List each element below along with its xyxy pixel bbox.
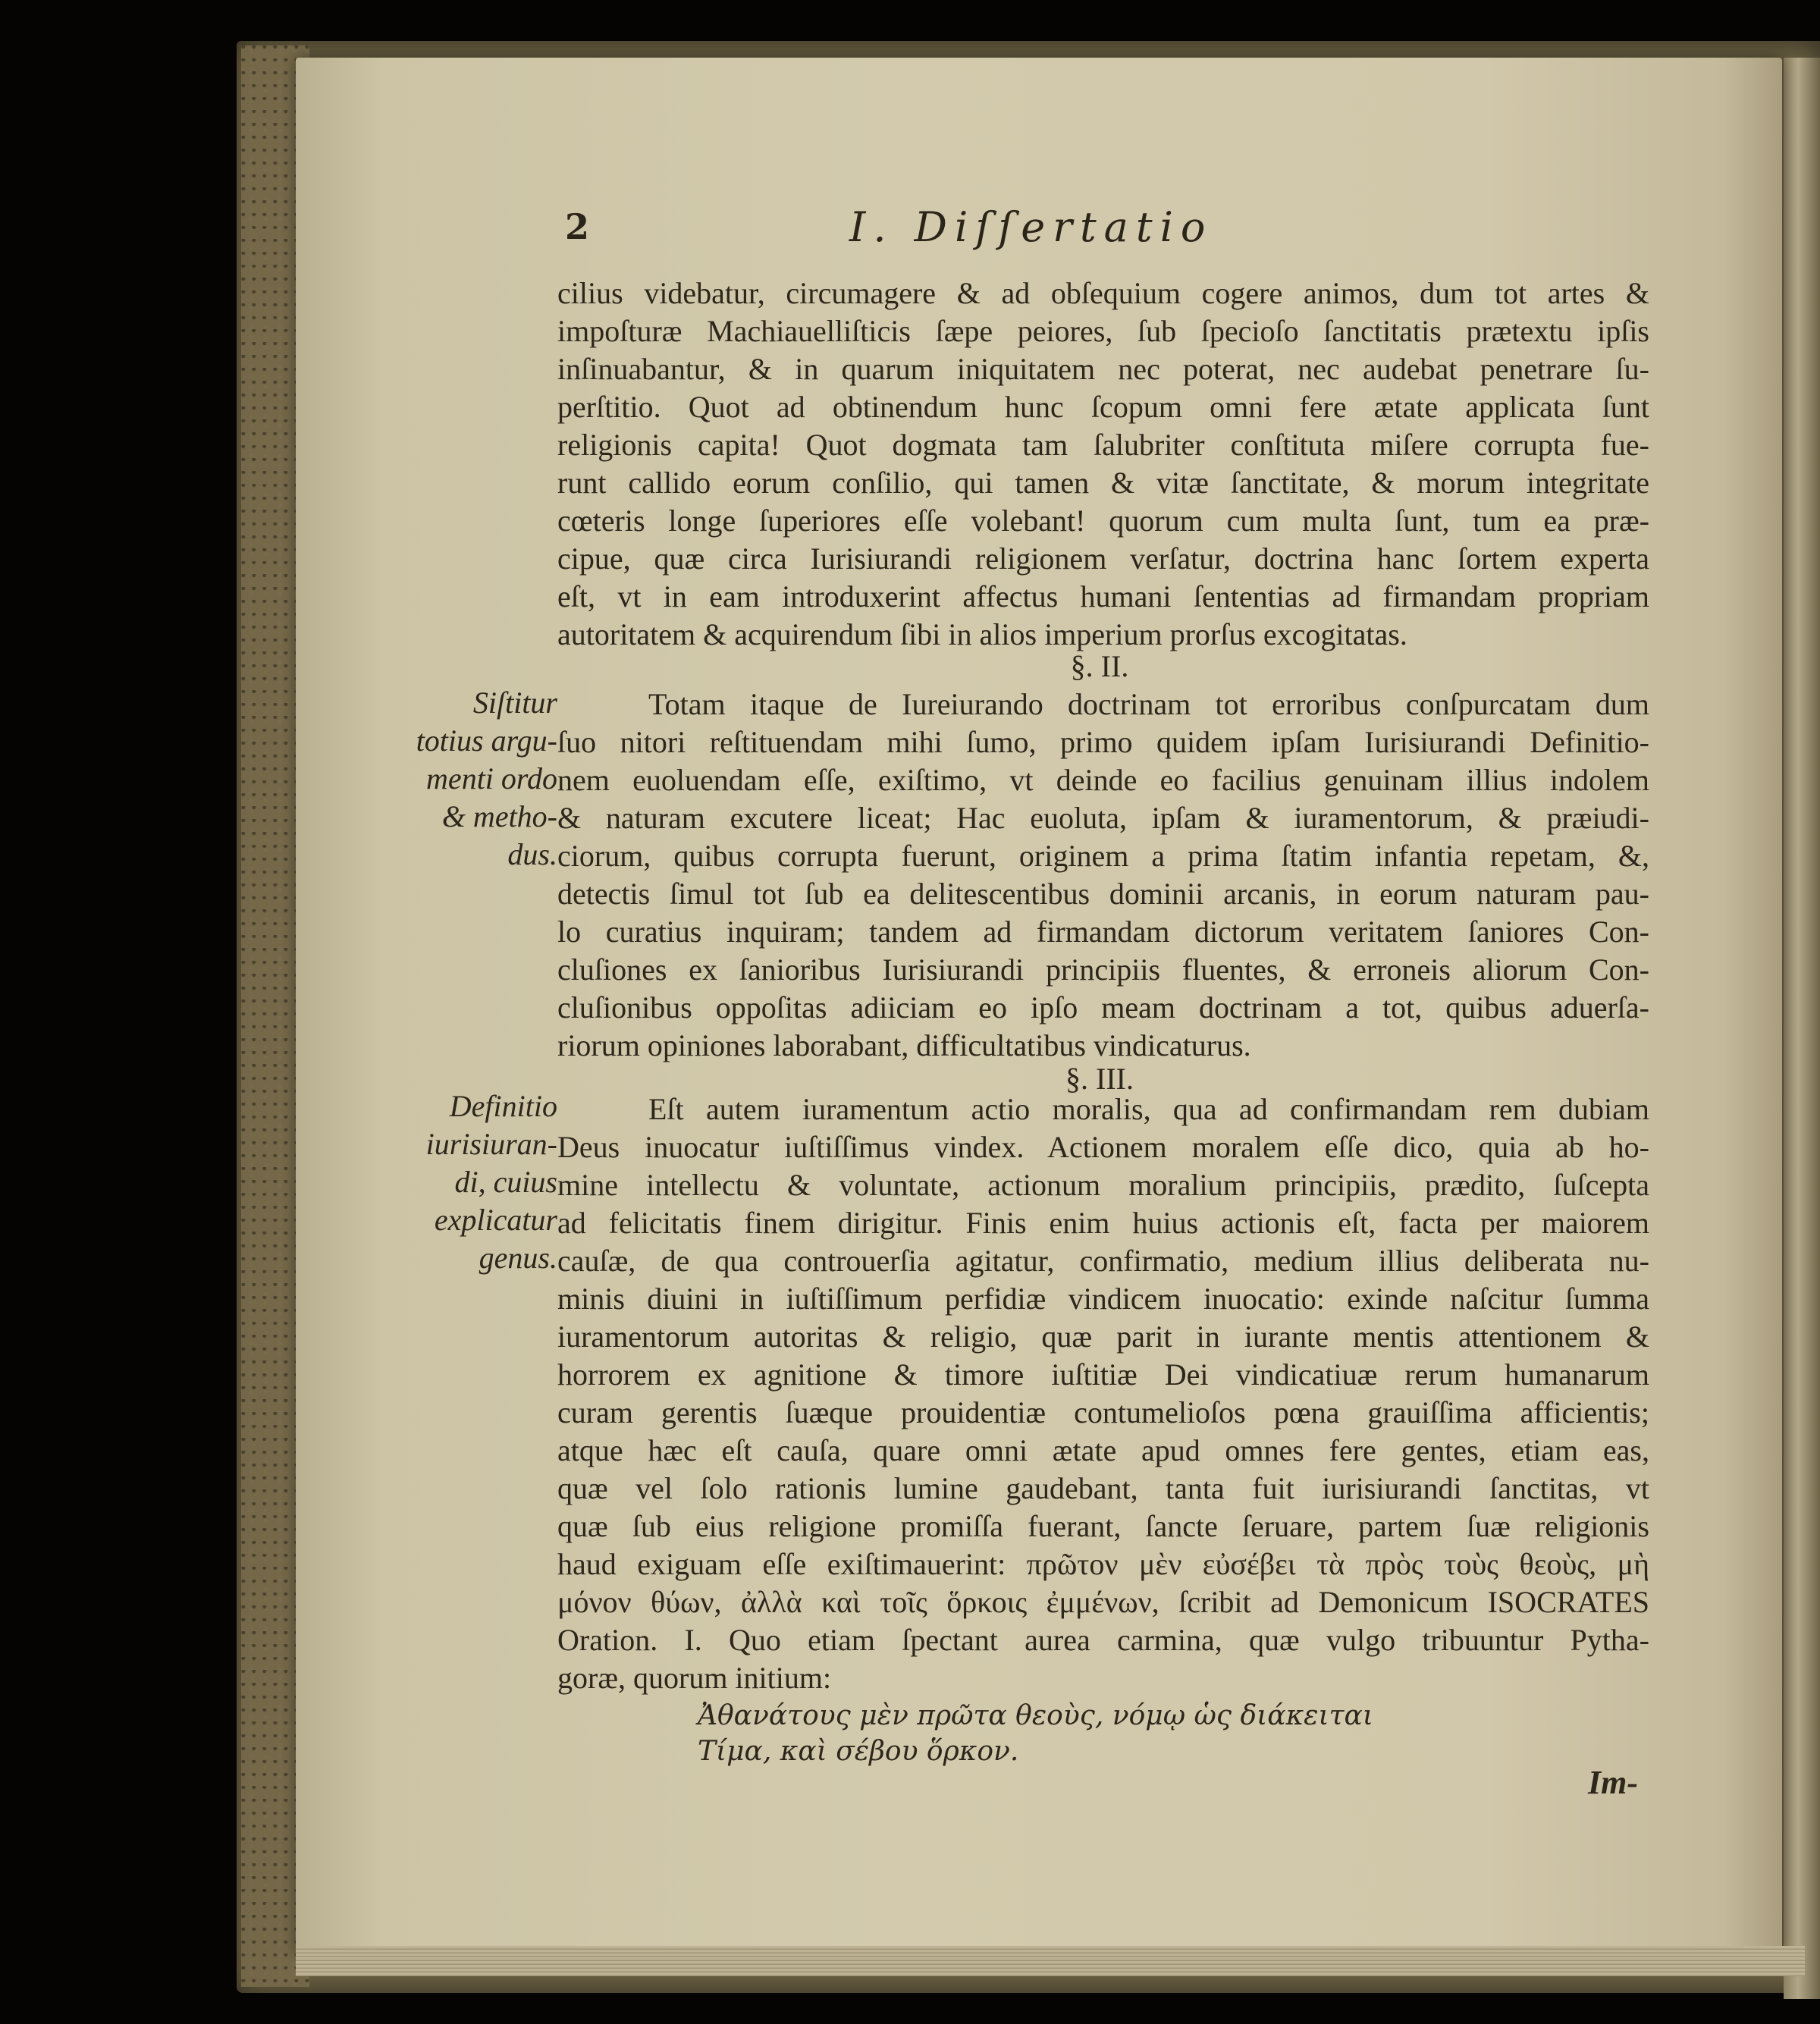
text-line: ad felicitatis finem dirigitur. Finis enim huius actionis eſt, facta per maiorem: [557, 1206, 1649, 1240]
margin-note-line: totius argu-: [416, 723, 557, 758]
text-line: cipue, quæ circa Iurisiurandi religionem verſatur, doctrina hanc ſortem experta: [557, 541, 1649, 576]
verse-line: Ἀθανάτους μὲν πρῶτα θεοὺς, νόμῳ ὡς διάκειται: [698, 1700, 1373, 1731]
margin-note-line: di, cuius: [454, 1165, 557, 1199]
text-line: curam gerentis ſuæque prouidentiæ contumelioſos pœna grauiſſima afficientis;: [557, 1395, 1649, 1429]
text-line: perſtitio. Quot ad obtinendum hunc ſcopum omni fere ætate applicata ſunt: [557, 390, 1649, 424]
text-line: cilius videbatur, circumagere & ad obſequium cogere animos, dum tot artes &: [557, 276, 1649, 310]
text-line: horrorem ex agnitione & timore iuſtitiæ Dei vindicatiuæ rerum humanarum: [557, 1357, 1649, 1392]
margin-note-line: menti ordo: [426, 761, 557, 795]
margin-note-line: genus.: [479, 1241, 557, 1275]
margin-note-line: Definitio: [449, 1089, 557, 1123]
text-line: cluſionibus oppoſitas adiiciam eo ipſo meam doctrinam a tot, quibus aduerſa-: [557, 990, 1649, 1025]
text-line: ciorum, quibus corrupta fuerunt, originem a prima ſtatim infantia repetam, &,: [557, 839, 1649, 873]
text-line: haud exiguam eſſe exiſtimauerint: πρῶτον μὲν εὐσέβει τὰ πρὸς τοὺς θεοὺς, μὴ: [557, 1547, 1649, 1581]
margin-note-line: explicatur: [434, 1203, 557, 1237]
text-line: nem euoluendam eſſe, exiſtimo, vt deinde eo facilius genuinam illius indolem: [557, 763, 1649, 797]
margin-note-line: iurisiuran-: [425, 1127, 557, 1161]
text-line: atque hæc eſt cauſa, quare omni ætate apud omnes fere gentes, etiam eas,: [557, 1433, 1649, 1467]
text-line: quæ vel ſolo rationis lumine gaudebant, tanta fuit iurisiurandi ſanctitas, vt: [557, 1471, 1649, 1505]
text-line: religionis capita! Quot dogmata tam ſalubriter conſtituta miſere corrupta fue-: [557, 428, 1649, 462]
text-line: goræ, quorum initium:: [557, 1661, 832, 1695]
section-heading-3: §. III.: [1065, 1062, 1134, 1096]
text-line: minis diuini in iuſtiſſimum perfidiæ vindicem inuocatio: exinde naſcitur ſumma: [557, 1282, 1649, 1316]
text-line: & naturam excutere liceat; Hac euoluta, ipſam & iuramentorum, & præiudi-: [557, 801, 1649, 835]
text-line: ſuo nitori reſtituendam mihi ſumo, primo quidem ipſam Iurisiurandi Definitio-: [557, 725, 1649, 759]
running-head: [565, 203, 1756, 249]
text-line: mine intellectu & voluntate, actionum moralium principiis, prædito, ſuſcepta: [557, 1168, 1649, 1202]
margin-note-line: & metho-: [441, 799, 557, 833]
text-line: runt callido eorum conſilio, qui tamen & vitæ ſanctitate, & morum integritate: [557, 466, 1649, 500]
page-stack-edges: [296, 1946, 1805, 1976]
text-line: μόνον θύων, ἀλλὰ καὶ τοῖς ὅρκοις ἐμμένων, ſcribit ad Demonicum ISOCRATES: [557, 1585, 1649, 1619]
text-line: Deus inuocatur iuſtiſſimus vindex. Actionem moralem eſſe dico, quia ab ho-: [557, 1130, 1649, 1164]
text-line: eſt, vt in eam introduxerint affectus humani ſententias ad firmandam propriam: [557, 579, 1649, 613]
text-line: impoſturæ Machiauelliſticis ſæpe peiores, ſub ſpecioſo ſanctitatis prætextu ipſis: [557, 314, 1649, 348]
running-title: I. Diſſertatio: [849, 203, 1213, 251]
section-heading-2: §. II.: [1070, 649, 1129, 683]
text-line: Totam itaque de Iureiurando doctrinam tot erroribus conſpurcatam dum: [648, 687, 1649, 721]
text-line: lo curatius inquiram; tandem ad firmandam dictorum veritatem ſaniores Con-: [557, 915, 1649, 949]
margin-note-line: dus.: [507, 837, 557, 871]
text-line: Eſt autem iuramentum actio moralis, qua ad confirmandam rem dubiam: [648, 1092, 1649, 1126]
catchword: Im-: [1588, 1764, 1638, 1801]
text-line: inſinuabantur, & in quarum iniquitatem nec poterat, nec audebat penetrare ſu-: [557, 352, 1649, 386]
margin-note-line: Siſtitur: [472, 686, 557, 720]
text-line: cluſiones ex ſanioribus Iurisiurandi principiis fluentes, & erroneis aliorum Con-: [557, 952, 1649, 987]
text-line: iuramentorum autoritas & religio, quæ parit in iurante mentis attentionem &: [557, 1320, 1649, 1354]
text-line: detectis ſimul tot ſub ea delitescentibus dominii arcanis, in eorum naturam pau-: [557, 877, 1649, 911]
text-line: Oration. I. Quo etiam ſpectant aurea carmina, quæ vulgo tribuuntur Pytha-: [557, 1623, 1649, 1657]
page-number: 2: [565, 206, 590, 247]
text-line: quæ ſub eius religione promiſſa fuerant, ſancte ſeruare, partem ſuæ religionis: [557, 1509, 1649, 1543]
text-line: cœteris longe ſuperiores eſſe volebant! quorum cum multa ſunt, tum ea præ-: [557, 504, 1649, 538]
text-line: autoritatem & acquirendum ſibi in alios imperium prorſus excogitatas.: [557, 617, 1407, 651]
text-line: cauſæ, de qua controuerſia agitatur, confirmatio, medium illius deliberata nu-: [557, 1244, 1649, 1278]
facing-page-edge: [1784, 58, 1820, 1999]
text-line: riorum opiniones laborabant, difficultatibus vindicaturus.: [557, 1028, 1251, 1062]
verse-line: Τίμα, καὶ σέβου ὅρκον.: [698, 1736, 1019, 1767]
